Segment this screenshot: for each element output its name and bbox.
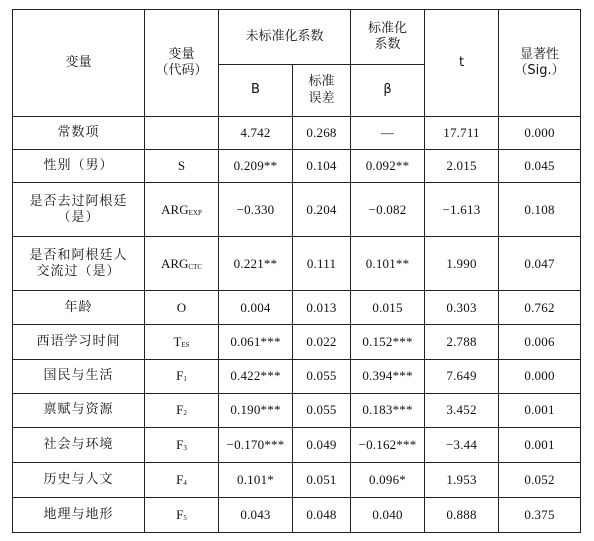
code-subscript: EXP [188, 208, 202, 217]
std-error-cell: 0.049 [293, 428, 351, 463]
variable-name-line1: 性别（男） [43, 158, 114, 174]
code-main: F [176, 437, 184, 453]
t-cell: 1.953 [425, 463, 499, 497]
sig-cell: 0.000 [499, 359, 581, 393]
table-row [13, 117, 581, 150]
b-cell: 0.422*** [219, 359, 293, 393]
code-cell [145, 393, 219, 427]
sig-cell: 0.052 [499, 463, 581, 497]
table-row [13, 463, 581, 497]
sig-cell: 0.001 [499, 428, 581, 463]
b-cell: −0.330 [219, 183, 293, 237]
variable-name-line1: 国民与生活 [43, 368, 114, 384]
t-cell: 2.015 [425, 150, 499, 183]
header-std-line2: 系数 [374, 37, 401, 52]
header-std-error [293, 65, 351, 117]
variable-cell [13, 117, 145, 150]
code-main: F [176, 402, 184, 418]
header-standardized [351, 10, 425, 65]
header-code [145, 10, 219, 117]
code-main: S [177, 158, 186, 174]
table-row [13, 393, 581, 427]
table-row [13, 291, 581, 325]
regression-table-wrapper [12, 9, 580, 533]
std-error-cell: 0.268 [293, 117, 351, 150]
table-row [13, 237, 581, 291]
variable-cell [13, 463, 145, 497]
regression-table [12, 9, 581, 533]
b-cell: 0.209** [219, 150, 293, 183]
code-cell [145, 428, 219, 463]
header-sig-line2: （Sig.） [514, 63, 565, 78]
beta-cell: 0.096* [351, 463, 425, 497]
code-main: F [176, 506, 184, 522]
variable-name-line1: 社会与环境 [43, 437, 114, 453]
std-error-cell: 0.048 [293, 497, 351, 532]
t-cell: 17.711 [425, 117, 499, 150]
variable-cell [13, 393, 145, 427]
variable-cell [13, 150, 145, 183]
b-cell: 0.101* [219, 463, 293, 497]
code-cell [145, 150, 219, 183]
beta-cell: 0.092** [351, 150, 425, 183]
sig-cell: 0.375 [499, 497, 581, 532]
code-subscript: 4 [183, 478, 187, 487]
t-cell: 3.452 [425, 393, 499, 427]
code-cell [145, 463, 219, 497]
std-error-cell: 0.013 [293, 291, 351, 325]
code-cell [145, 497, 219, 532]
header-code-line2: （代码） [155, 63, 208, 78]
code-main: ARG [161, 201, 189, 217]
header-se-line1: 标准 [308, 74, 335, 90]
code-cell [145, 291, 219, 325]
header-std-line1: 标准化 [368, 20, 408, 36]
beta-cell: 0.101** [351, 237, 425, 291]
variable-cell [13, 325, 145, 359]
b-cell: 4.742 [219, 117, 293, 150]
variable-cell [13, 497, 145, 532]
beta-cell: −0.082 [351, 183, 425, 237]
header-unstandardized: 未标准化系数 [219, 10, 351, 65]
code-main: O [176, 299, 187, 315]
code-cell [145, 183, 219, 237]
variable-cell [13, 428, 145, 463]
t-cell: 7.649 [425, 359, 499, 393]
sig-cell: 0.108 [499, 183, 581, 237]
variable-cell [13, 291, 145, 325]
header-sig-line1: 显著性 [520, 46, 560, 62]
table-row [13, 359, 581, 393]
beta-cell: 0.015 [351, 291, 425, 325]
header-row-1 [13, 10, 581, 65]
variable-name-line1: 是否和阿根廷人 [29, 247, 128, 263]
code-main: T [173, 333, 182, 349]
header-code-line1: 变量 [168, 46, 195, 62]
sig-cell: 0.047 [499, 237, 581, 291]
variable-name-line1: 地理与地形 [43, 506, 114, 522]
b-cell: 0.190*** [219, 393, 293, 427]
code-cell [145, 325, 219, 359]
t-cell: 2.788 [425, 325, 499, 359]
code-subscript: 3 [183, 444, 187, 453]
beta-cell: — [351, 117, 425, 150]
code-subscript: 1 [183, 375, 187, 384]
sig-cell: 0.762 [499, 291, 581, 325]
b-cell: 0.004 [219, 291, 293, 325]
std-error-cell: 0.104 [293, 150, 351, 183]
variable-name-line1: 西语学习时间 [36, 333, 121, 349]
b-cell: 0.043 [219, 497, 293, 532]
code-cell [145, 237, 219, 291]
std-error-cell: 0.051 [293, 463, 351, 497]
table-row [13, 183, 581, 237]
t-cell: 0.888 [425, 497, 499, 532]
code-main: ARG [160, 255, 189, 271]
header-se-line2: 误差 [308, 90, 335, 106]
variable-name-line1: 是否去过阿根廷 [29, 193, 128, 209]
code-subscript: ES [181, 340, 190, 349]
variable-cell [13, 183, 145, 237]
variable-name-line2: （是） [57, 209, 100, 225]
t-cell: 1.990 [425, 237, 499, 291]
t-cell: −3.44 [425, 428, 499, 463]
t-cell: −1.613 [425, 183, 499, 237]
table-row [13, 150, 581, 183]
t-cell: 0.303 [425, 291, 499, 325]
variable-name-line1: 年龄 [64, 299, 93, 315]
code-main: F [176, 368, 184, 384]
std-error-cell: 0.055 [293, 393, 351, 427]
variable-name-line1: 禀赋与资源 [43, 402, 114, 418]
b-cell: 0.221** [219, 237, 293, 291]
b-cell: 0.061*** [219, 325, 293, 359]
header-variable: 变量 [13, 10, 145, 117]
std-error-cell: 0.022 [293, 325, 351, 359]
code-subscript: CTC [188, 262, 203, 271]
variable-name-line2: 交流过（是） [36, 263, 121, 279]
beta-cell: 0.183*** [351, 393, 425, 427]
variable-name-line1: 历史与人文 [43, 471, 114, 487]
sig-cell: 0.045 [499, 150, 581, 183]
variable-cell [13, 359, 145, 393]
code-subscript: 5 [183, 513, 187, 522]
beta-cell: 0.152*** [351, 325, 425, 359]
sig-cell: 0.006 [499, 325, 581, 359]
beta-cell: 0.040 [351, 497, 425, 532]
header-beta: β [351, 65, 425, 117]
table-row [13, 428, 581, 463]
code-cell [145, 117, 219, 150]
header-B: B [219, 65, 293, 117]
code-cell [145, 359, 219, 393]
code-subscript: 2 [183, 409, 187, 418]
variable-cell [13, 237, 145, 291]
header-sig [499, 10, 581, 117]
variable-name-line1: 常数项 [57, 124, 100, 140]
sig-cell: 0.000 [499, 117, 581, 150]
std-error-cell: 0.204 [293, 183, 351, 237]
std-error-cell: 0.111 [293, 237, 351, 291]
code-main: F [176, 471, 184, 487]
table-row [13, 325, 581, 359]
std-error-cell: 0.055 [293, 359, 351, 393]
sig-cell: 0.001 [499, 393, 581, 427]
b-cell: −0.170*** [219, 428, 293, 463]
beta-cell: −0.162*** [351, 428, 425, 463]
beta-cell: 0.394*** [351, 359, 425, 393]
table-row [13, 497, 581, 532]
header-t: t [425, 10, 499, 117]
